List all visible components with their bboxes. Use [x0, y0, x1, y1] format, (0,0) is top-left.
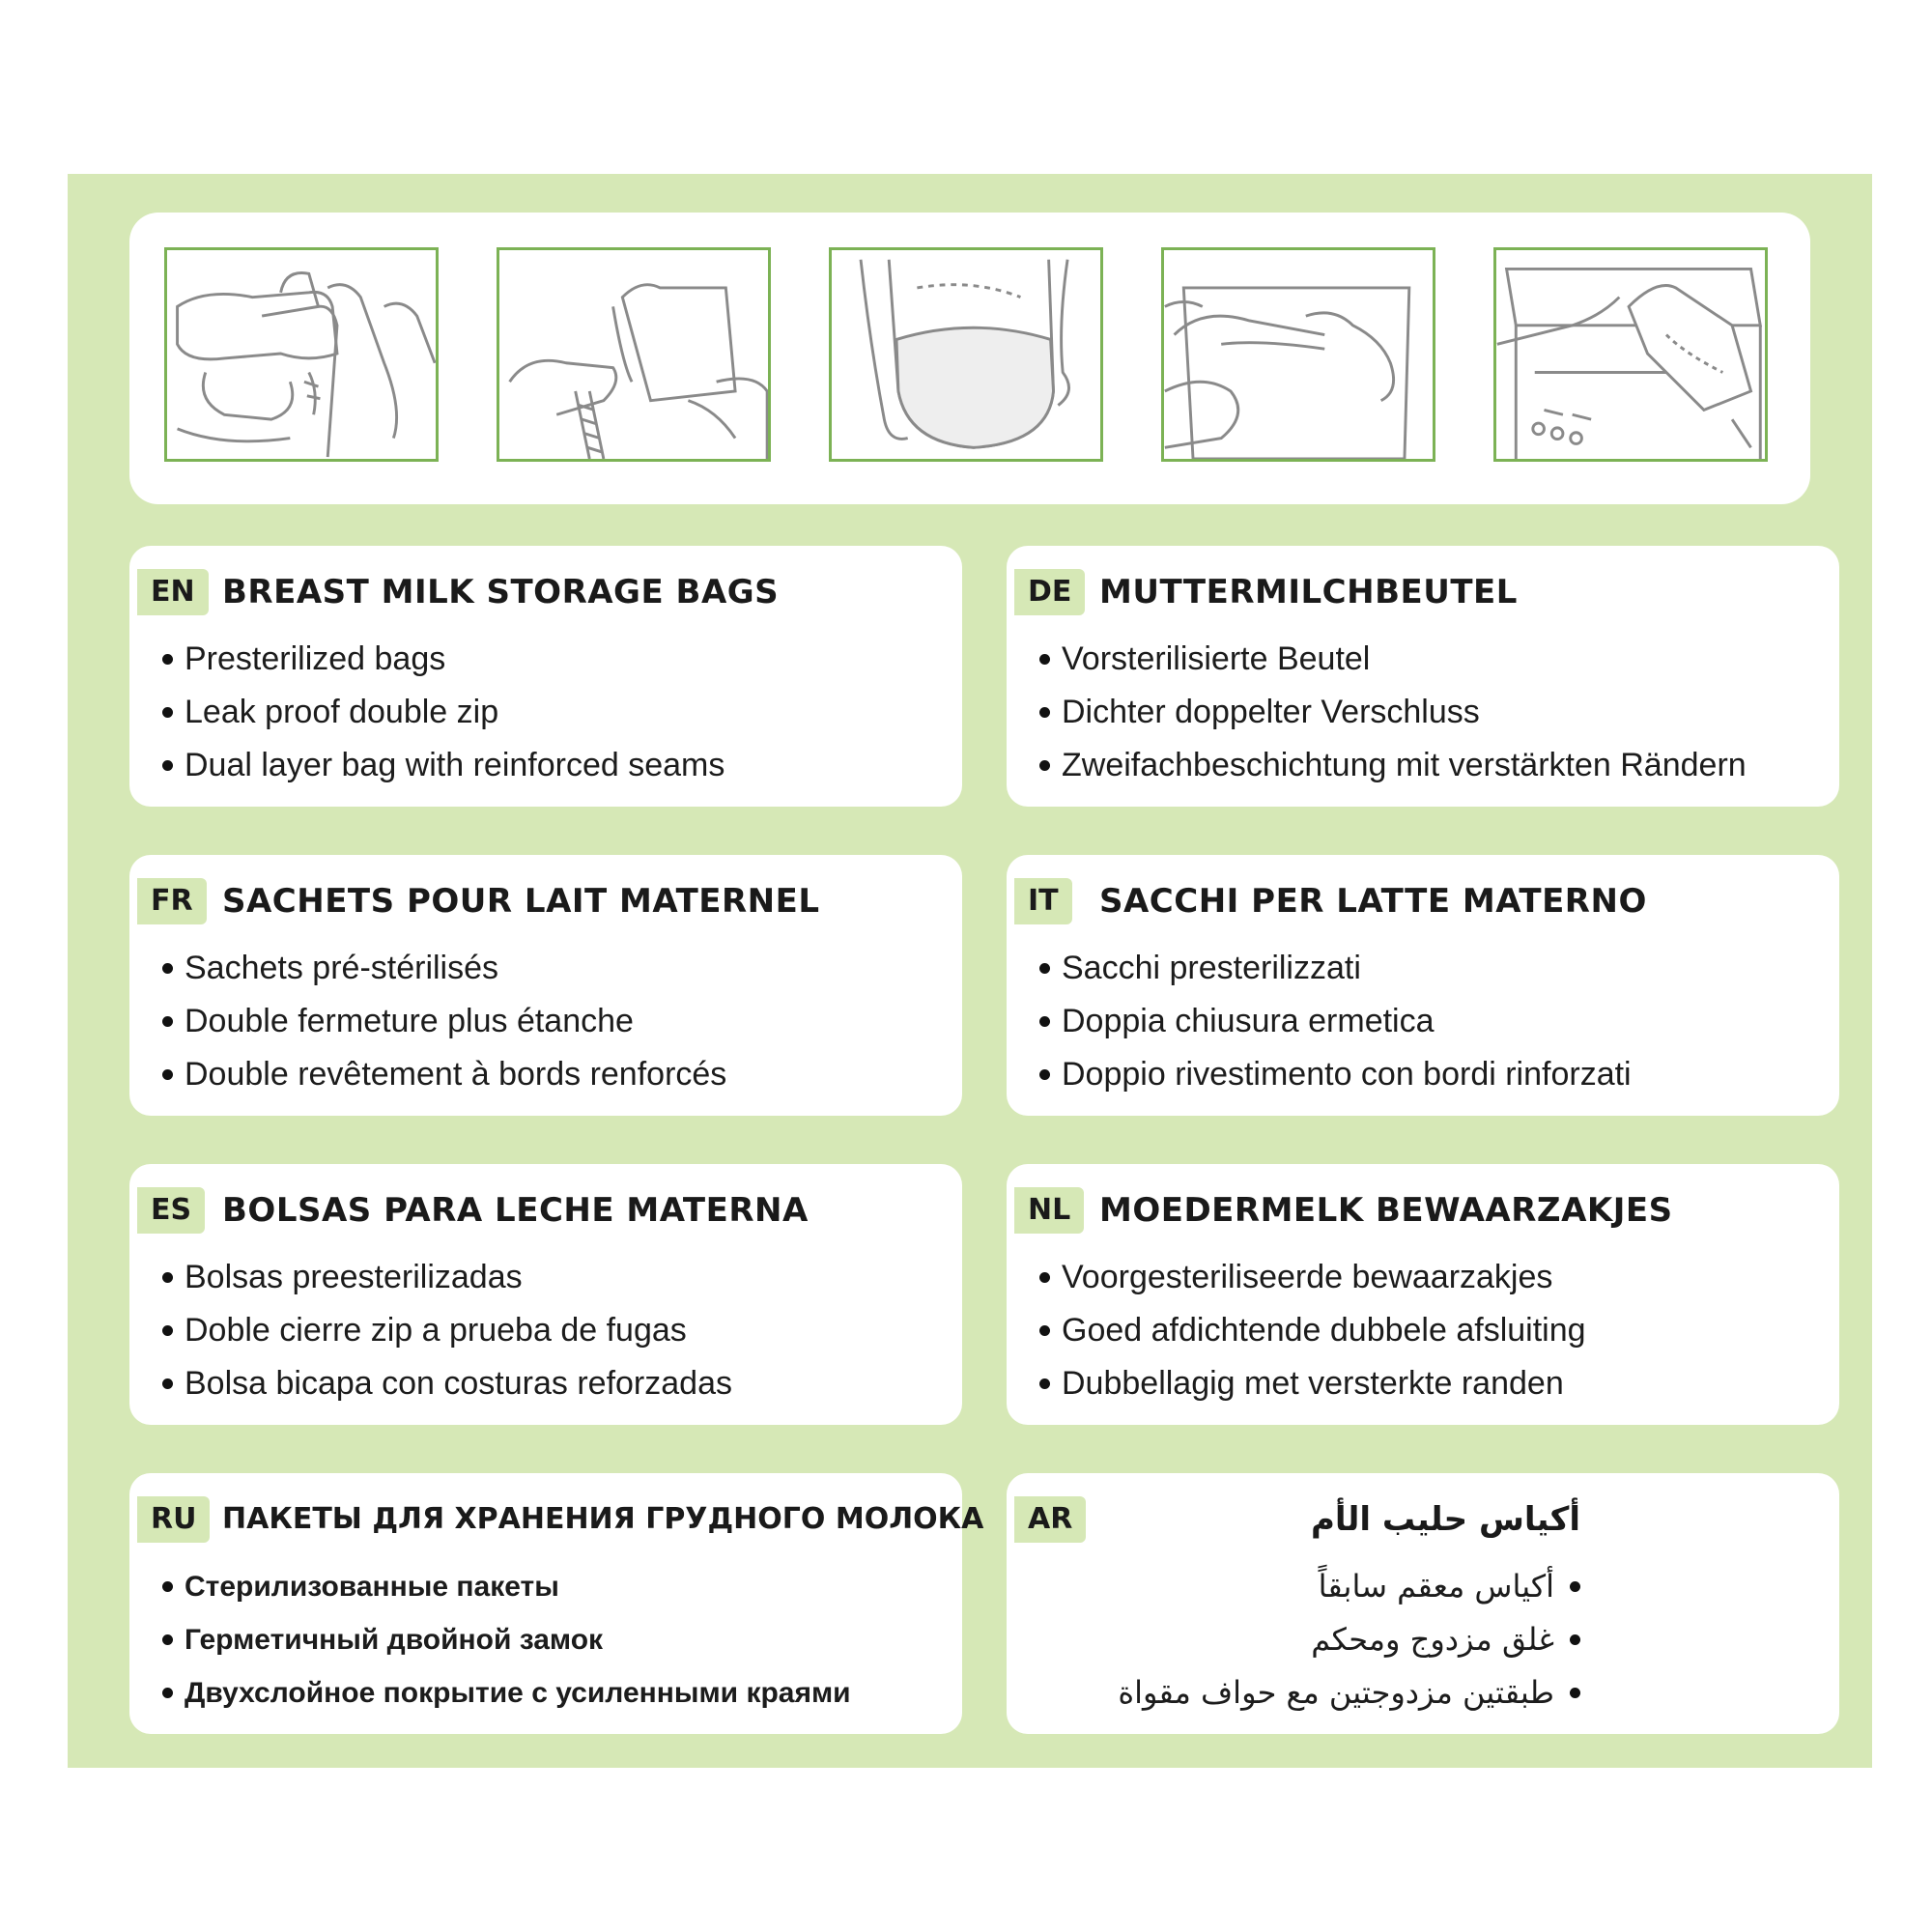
list-item: Leak proof double zip: [162, 686, 724, 739]
lang-code-fr: FR: [137, 878, 207, 924]
bullet-icon: [1570, 1581, 1580, 1592]
card-title-ru: ПАКЕТЫ ДЛЯ ХРАНЕНИЯ ГРУДНОГО МОЛОКА: [222, 1502, 984, 1536]
list-item: Goed afdichtende dubbele afsluiting: [1039, 1304, 1586, 1357]
card-it: [1007, 855, 1839, 1116]
list-item: Bolsa bicapa con costuras reforzadas: [162, 1357, 732, 1410]
list-item: Герметичный двойной замок: [162, 1613, 851, 1666]
bullet-icon: [162, 1688, 173, 1698]
list-item: Dichter doppelter Verschluss: [1039, 686, 1747, 739]
card-de: [1007, 546, 1839, 807]
card-title-ar: أكياس حليب الأم: [1310, 1500, 1580, 1539]
list-item: Bolsas preesterilizadas: [162, 1251, 732, 1304]
bullet-icon: [1570, 1634, 1580, 1645]
bullet-icon: [1039, 1378, 1050, 1389]
list-item: Sachets pré-stérilisés: [162, 942, 726, 995]
card-title-es: BOLSAS PARA LECHE MATERNA: [222, 1191, 809, 1230]
card-ru: [129, 1473, 984, 1734]
card-es: [129, 1164, 962, 1425]
list-item: Presterilized bags: [162, 633, 724, 686]
bullet-icon: [162, 654, 173, 665]
bullet-icon: [162, 1069, 173, 1080]
bullet-icon: [1039, 1325, 1050, 1336]
placing-bag-in-freezer-icon: [1493, 247, 1768, 462]
lang-code-de: DE: [1014, 569, 1085, 615]
card-en: [129, 546, 962, 807]
list-item: Doppia chiusura ermetica: [1039, 995, 1632, 1048]
card-title-it: SACCHI PER LATTE MATERNO: [1099, 882, 1647, 921]
list-item: غلق مزدوج ومحكم: [1118, 1613, 1580, 1666]
bullet-icon: [162, 1016, 173, 1027]
lang-code-es: ES: [137, 1187, 205, 1234]
bullet-icon: [162, 1634, 173, 1645]
list-item: Doble cierre zip a prueba de fugas: [162, 1304, 732, 1357]
bullet-icon: [162, 1272, 173, 1283]
list-item: Стерилизованные пакеты: [162, 1560, 851, 1613]
card-fr: [129, 855, 962, 1116]
list-item: Double fermeture plus étanche: [162, 995, 726, 1048]
list-item: Double revêtement à bords renforcés: [162, 1048, 726, 1101]
list-item: Zweifachbeschichtung mit verstärkten Rändern: [1039, 739, 1747, 792]
list-item: Doppio rivestimento con bordi rinforzati: [1039, 1048, 1632, 1101]
bullet-icon: [1039, 707, 1050, 718]
bullet-icon: [162, 1325, 173, 1336]
card-title-fr: SACHETS POUR LAIT MATERNEL: [222, 882, 820, 921]
sealing-bag-zip-icon: [1161, 247, 1435, 462]
bullet-icon: [1039, 1016, 1050, 1027]
lang-code-nl: NL: [1014, 1187, 1084, 1234]
pouring-milk-into-bag-icon: [497, 247, 771, 462]
card-nl: [1007, 1164, 1839, 1425]
instruction-panel: [68, 174, 1872, 1768]
list-item: Dubbellagig met versterkte randen: [1039, 1357, 1586, 1410]
bullet-icon: [1039, 963, 1050, 974]
bullet-icon: [162, 963, 173, 974]
bullet-icon: [1039, 654, 1050, 665]
bullet-icon: [1039, 760, 1050, 771]
list-item: Двухслойное покрытие с усиленными краями: [162, 1666, 851, 1719]
illustration-strip: [129, 213, 1810, 504]
lang-code-it: IT: [1014, 878, 1072, 924]
lang-code-ar: AR: [1014, 1496, 1086, 1543]
list-item: طبقتين مزدوجتين مع حواف مقواة: [1118, 1666, 1580, 1719]
list-item: Sacchi presterilizzati: [1039, 942, 1632, 995]
bullet-icon: [1570, 1688, 1580, 1698]
bullet-icon: [1039, 1272, 1050, 1283]
card-ar: [1007, 1473, 1839, 1734]
hands-opening-bag-zip-icon: [164, 247, 439, 462]
bullet-icon: [1039, 1069, 1050, 1080]
bullet-icon: [162, 1378, 173, 1389]
card-title-de: MUTTERMILCHBEUTEL: [1099, 573, 1518, 611]
bullet-icon: [162, 760, 173, 771]
list-item: Vorsterilisierte Beutel: [1039, 633, 1747, 686]
list-item: Dual layer bag with reinforced seams: [162, 739, 724, 792]
lang-code-ru: RU: [137, 1496, 210, 1543]
bullet-icon: [162, 707, 173, 718]
lang-code-en: EN: [137, 569, 209, 615]
list-item: أكياس معقم سابقاً: [1118, 1560, 1580, 1613]
card-title-nl: MOEDERMELK BEWAARZAKJES: [1099, 1191, 1673, 1230]
list-item: Voorgesteriliseerde bewaarzakjes: [1039, 1251, 1586, 1304]
bag-filled-with-milk-icon: [829, 247, 1103, 462]
bullet-icon: [162, 1581, 173, 1592]
card-title-en: BREAST MILK STORAGE BAGS: [222, 573, 780, 611]
